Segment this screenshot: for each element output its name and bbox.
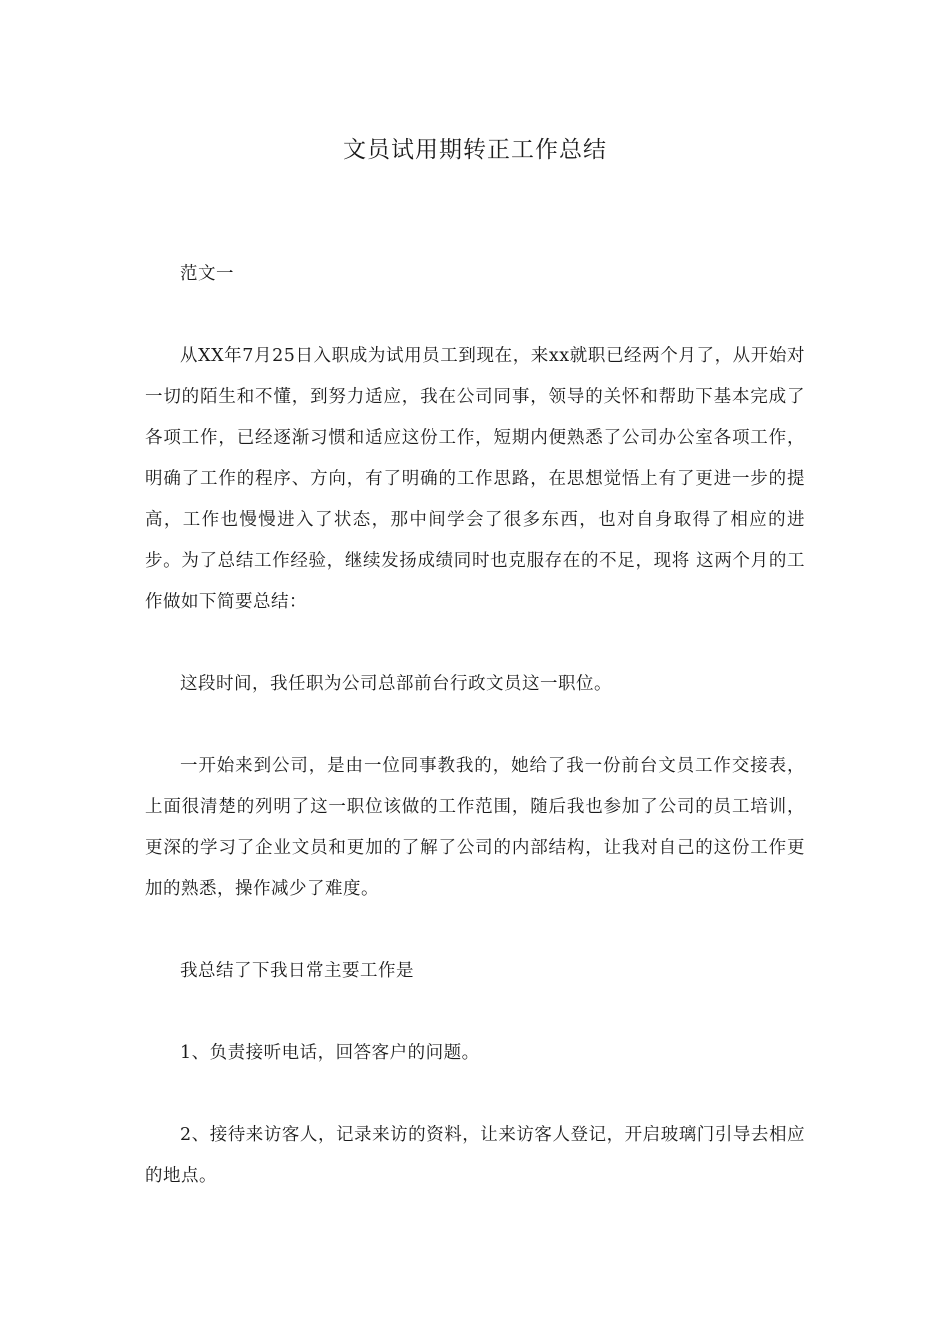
paragraph-onboarding: 一开始来到公司，是由一位同事教我的，她给了我一份前台文员工作交接表，上面很清楚的列明了这一职位该做的工作范围，随后我也参加了公司的员工培训，更深的学习了企业文员和更加的了解了公司的内部结构，让我对自己的这份工作更加的熟悉，操作减少了难度。 — [145, 756, 805, 899]
paragraph-position: 这段时间，我任职为公司总部前台行政文员这一职位。 — [180, 674, 612, 694]
paragraph-duty-1: 1、负责接听电话，回答客户的问题。 — [180, 1043, 480, 1063]
paragraph-intro: 从XX年7月25日入职成为试用员工到现在，来xx就职已经两个月了，从开始对一切的陌生和不懂，到努力适应，我在公司同事，领导的关怀和帮助下基本完成了各项工作，已经逐渐习惯和适应这份工作，短期内便熟悉了公司办公室各项工作，明确了工作的程序、方向，有了明确的工作思路，在思想觉悟上有了更进一步的提高，工作也慢慢进入了状态，那中间学会了很多东西，也对自身取得了相应的进步。为了总结工作经验，继续发扬成绩同时也克服存在的不足，现将 这两个月的工作做如下简要总结： — [145, 346, 805, 612]
document-title: 文员试用期转正工作总结 — [343, 137, 607, 163]
paragraph-duties-intro: 我总结了下我日常主要工作是 — [180, 961, 414, 981]
document-body — [145, 254, 805, 1238]
paragraph-duty-2: 2、接待来访客人，记录来访的资料，让来访客人登记，开启玻璃门引导去相应的地点。 — [145, 1125, 805, 1186]
paragraph-sample-heading: 范文一 — [180, 264, 234, 284]
